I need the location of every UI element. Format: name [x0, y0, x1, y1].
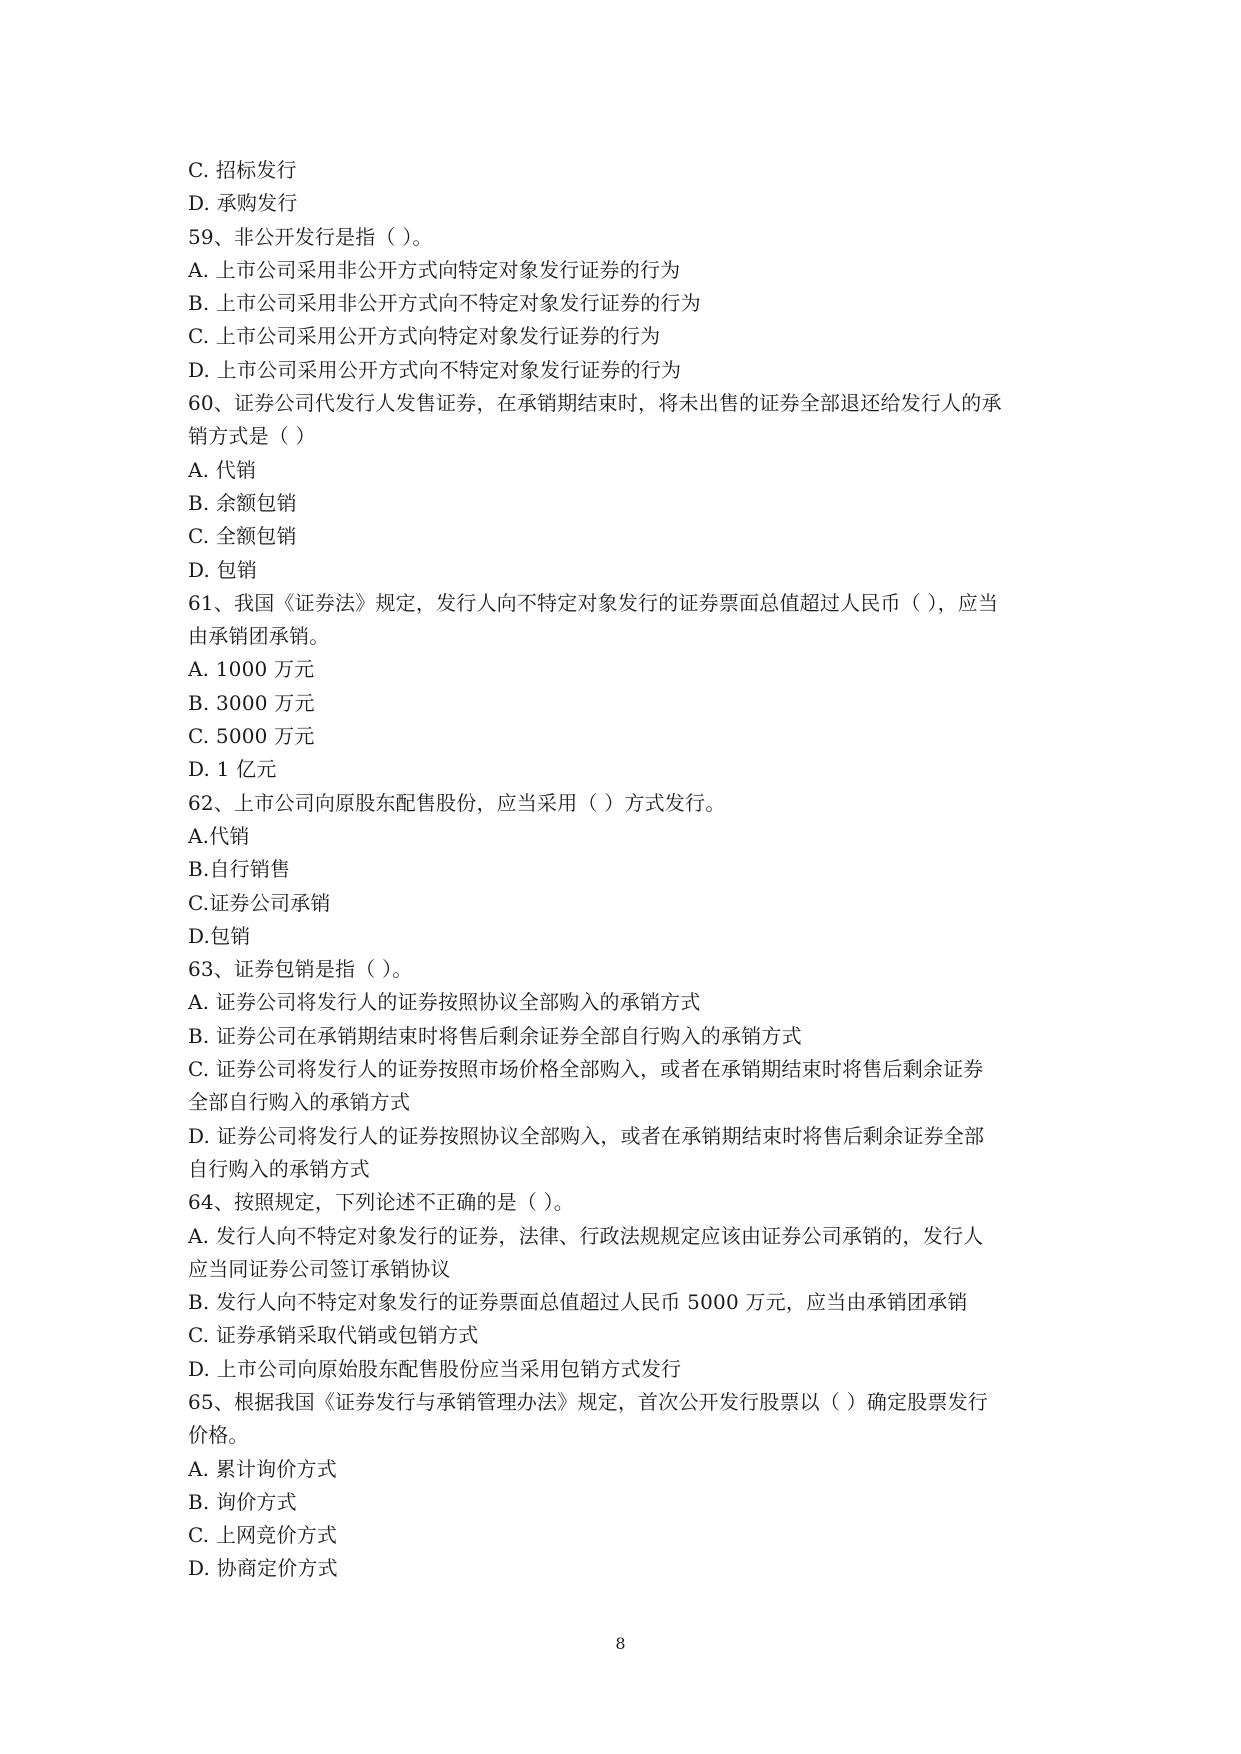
- q60-option-b: B. 余额包销: [188, 490, 297, 515]
- q64-option-c: C. 证券承销采取代销或包销方式: [188, 1323, 479, 1348]
- question-text-block: [188, 154, 1058, 1586]
- q61-option-a: A. 1000 万元: [188, 657, 315, 682]
- question-63: 63、证券包销是指（ ）。: [188, 957, 413, 982]
- q60-option-c: C. 全额包销: [188, 524, 297, 549]
- q61-option-c: C. 5000 万元: [188, 724, 315, 749]
- q63-option-a: A. 证券公司将发行人的证券按照协议全部购入的承销方式: [188, 990, 701, 1015]
- q62-option-d: D.包销: [188, 923, 251, 948]
- option-c-line: C. 招标发行: [188, 158, 297, 182]
- q65-option-b: B. 询价方式: [188, 1489, 297, 1514]
- q63-option-d: D. 证券公司将发行人的证券按照协议全部购入，或者在承销期结束时将售后剩余证券全部: [188, 1123, 985, 1148]
- question-59: 59、非公开发行是指（ ）。: [188, 224, 433, 249]
- question-60-cont: 销方式是（ ）: [188, 424, 316, 449]
- question-65-cont: 价格。: [188, 1423, 249, 1448]
- q63-option-c: C. 证券公司将发行人的证券按照市场价格全部购入，或者在承销期结束时将售后剩余证券: [188, 1057, 984, 1082]
- q65-option-d: D. 协商定价方式: [188, 1556, 338, 1581]
- q63-option-c-cont: 全部自行购入的承销方式: [188, 1090, 411, 1115]
- question-60: 60、证券公司代发行人发售证券，在承销期结束时，将未出售的证券全部退还给发行人的承: [188, 391, 1002, 416]
- q62-option-b: B.自行销售: [188, 857, 291, 882]
- q64-option-a: A. 发行人向不特定对象发行的证券，法律、行政法规规定应该由证券公司承销的，发行人: [188, 1223, 984, 1248]
- q61-option-d: D. 1 亿元: [188, 757, 277, 782]
- q62-option-a: A.代销: [188, 823, 250, 848]
- q59-option-d: D. 上市公司采用公开方式向不特定对象发行证券的行为: [188, 357, 682, 382]
- q64-option-a-cont: 应当同证券公司签订承销协议: [188, 1256, 451, 1281]
- q63-option-d-cont: 自行购入的承销方式: [188, 1156, 370, 1181]
- q64-option-d: D. 上市公司向原始股东配售股份应当采用包销方式发行: [188, 1356, 682, 1381]
- option-d-line: D. 承购发行: [188, 191, 298, 216]
- q62-option-c: C.证券公司承销: [188, 890, 331, 915]
- question-65: 65、根据我国《证券发行与承销管理办法》规定，首次公开发行股票以（ ）确定股票发行: [188, 1389, 989, 1414]
- question-64: 64、按照规定，下列论述不正确的是（ ）。: [188, 1190, 575, 1215]
- q65-option-c: C. 上网竞价方式: [188, 1523, 338, 1548]
- q60-option-a: A. 代销: [188, 457, 257, 482]
- q63-option-b: B. 证券公司在承销期结束时将售后剩余证券全部自行购入的承销方式: [188, 1023, 802, 1048]
- q60-option-d: D. 包销: [188, 557, 258, 582]
- page-number: 8: [615, 1634, 626, 1653]
- q64-option-b: B. 发行人向不特定对象发行的证券票面总值超过人民币 5000 万元，应当由承销团承销: [188, 1290, 968, 1315]
- q59-option-b: B. 上市公司采用非公开方式向不特定对象发行证券的行为: [188, 291, 701, 316]
- q59-option-c: C. 上市公司采用公开方式向特定对象发行证券的行为: [188, 324, 661, 349]
- q61-option-b: B. 3000 万元: [188, 690, 315, 715]
- question-61-cont: 由承销团承销。: [188, 624, 330, 649]
- q59-option-a: A. 上市公司采用非公开方式向特定对象发行证券的行为: [188, 257, 681, 282]
- q65-option-a: A. 累计询价方式: [188, 1456, 337, 1481]
- question-62: 62、上市公司向原股东配售股份，应当采用（ ）方式发行。: [188, 790, 726, 815]
- question-61: 61、我国《证券法》规定，发行人向不特定对象发行的证券票面总值超过人民币（ ），应当: [188, 590, 999, 615]
